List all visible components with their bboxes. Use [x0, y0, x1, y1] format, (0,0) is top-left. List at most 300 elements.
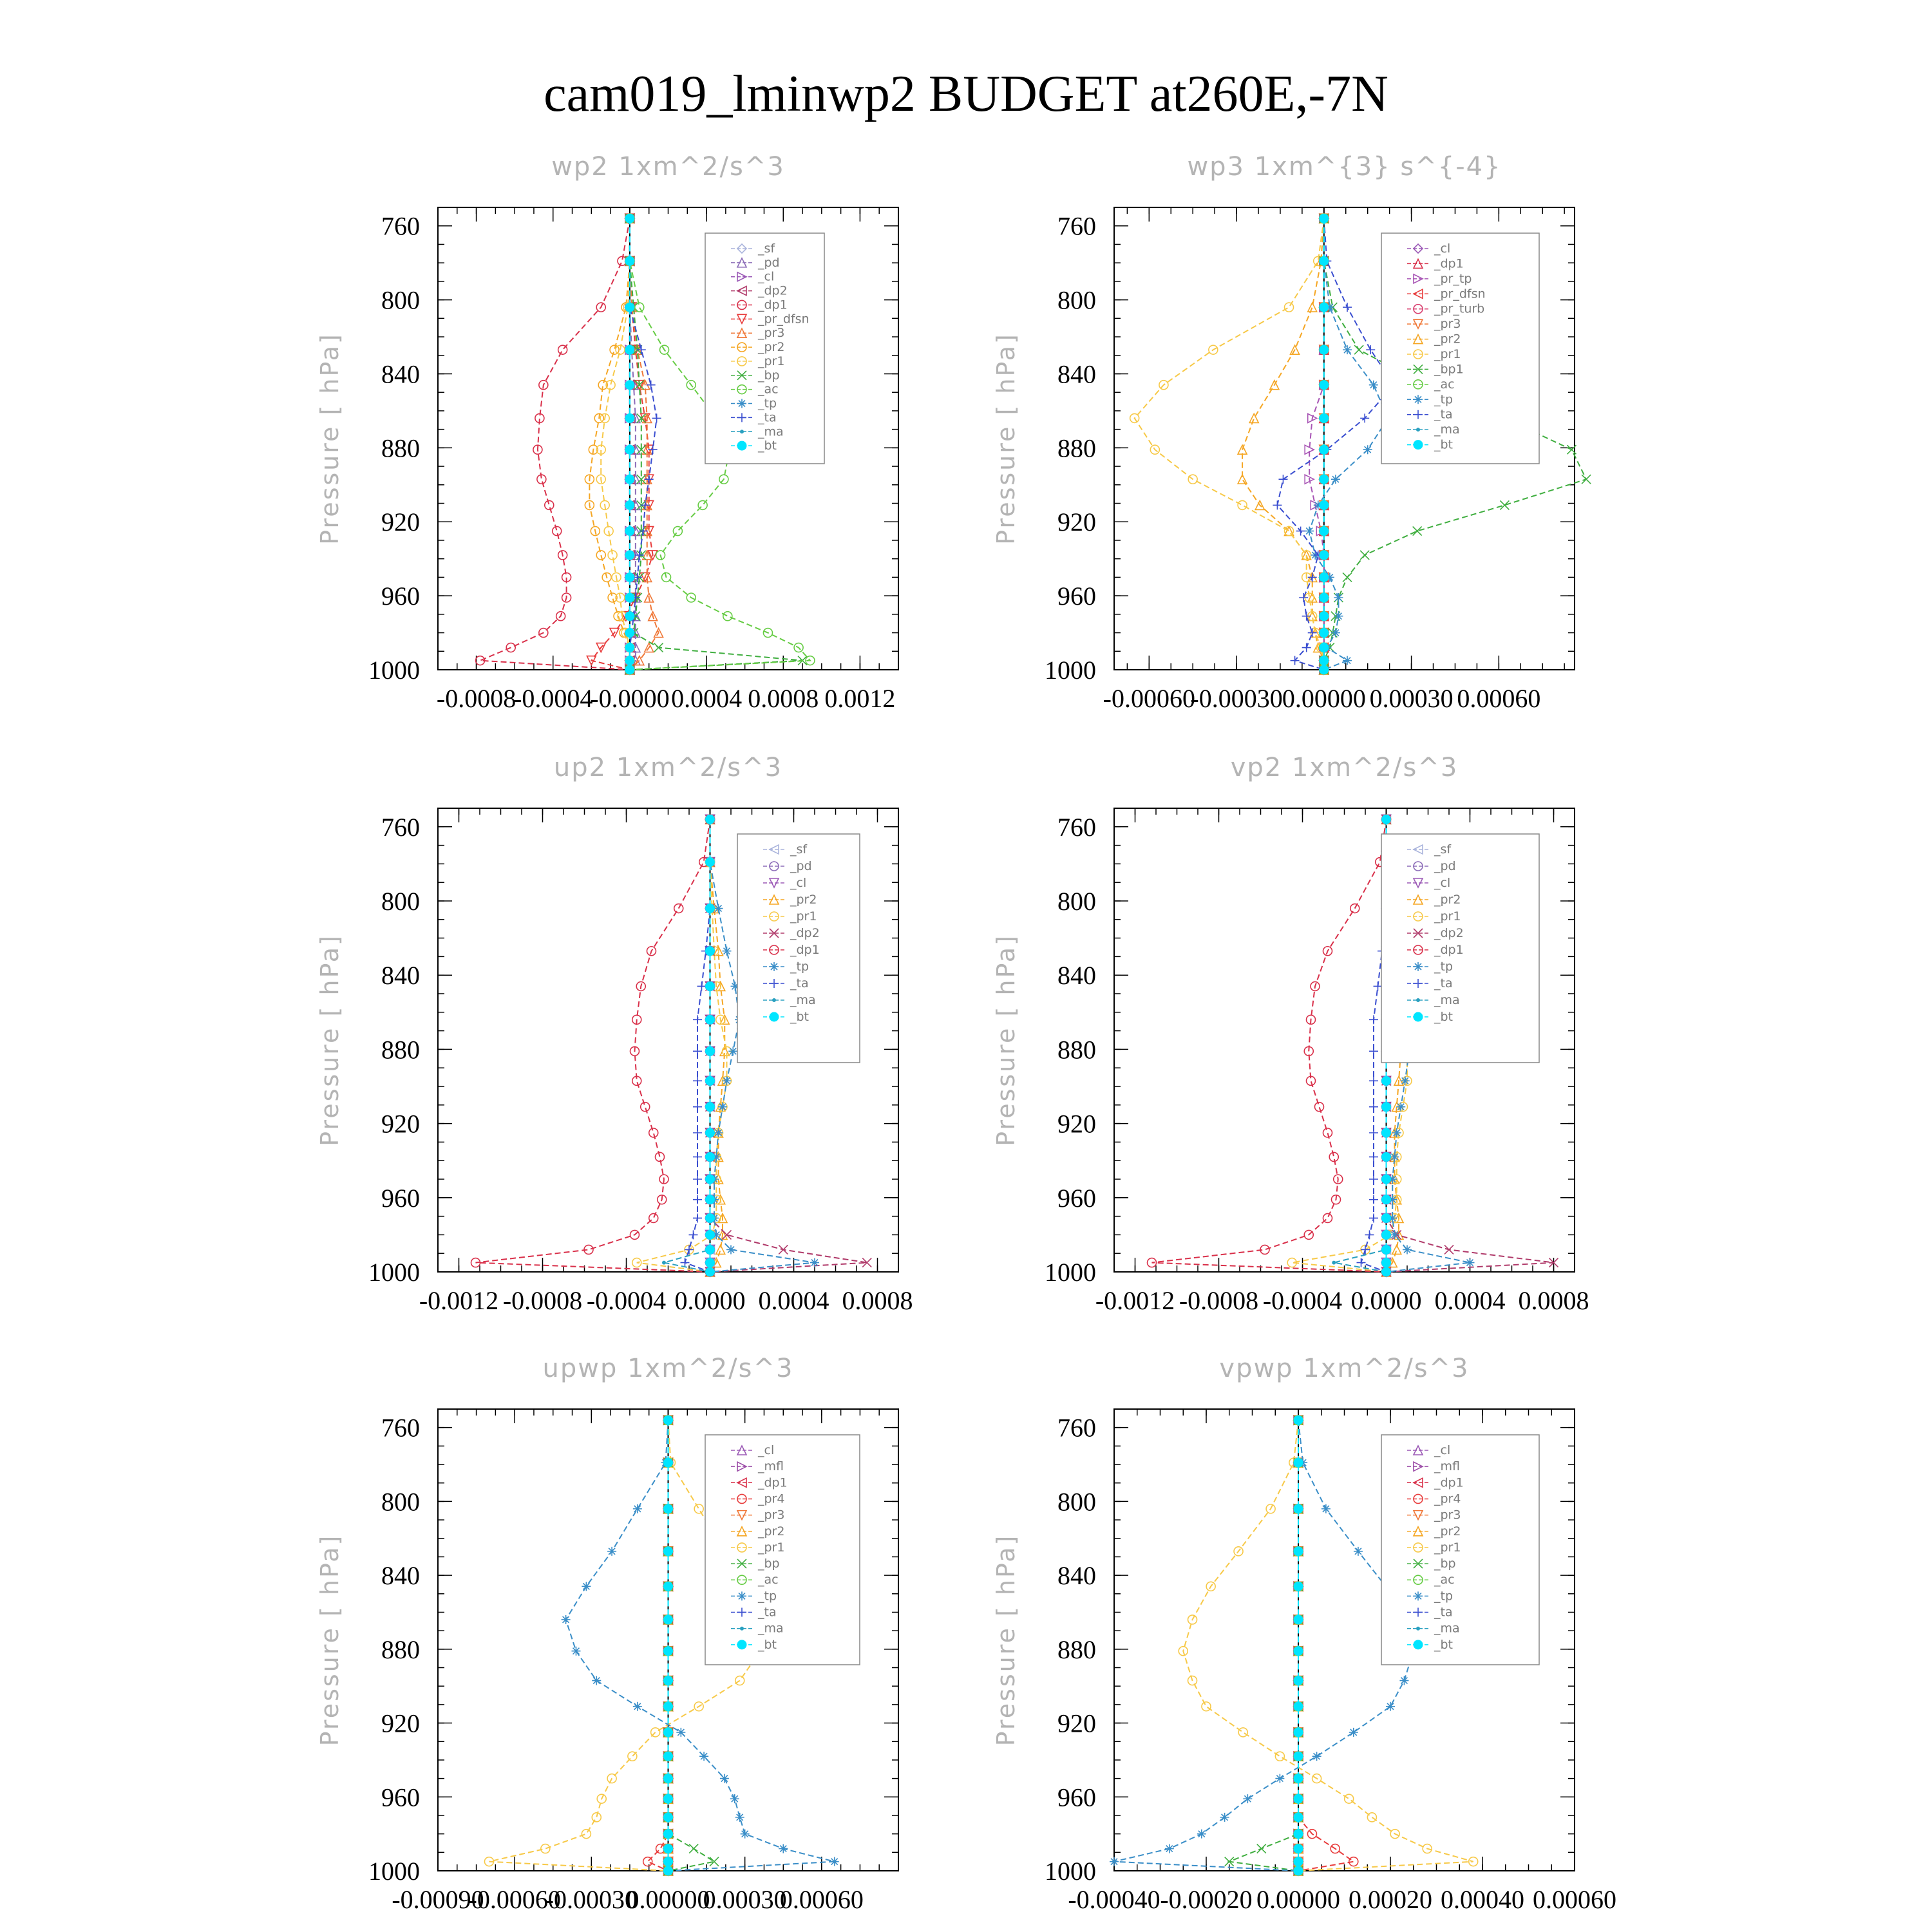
x-tick-label: -0.00030 — [1190, 684, 1283, 713]
data-point — [1320, 345, 1329, 354]
legend-label: _mfl — [1434, 1459, 1460, 1474]
legend-marker — [1414, 1012, 1423, 1021]
data-point — [676, 1728, 685, 1737]
data-point — [1334, 593, 1343, 602]
data-point — [1401, 1076, 1410, 1085]
legend-label: _tp — [758, 396, 777, 411]
data-point — [1202, 1702, 1211, 1711]
panel-3 — [316, 753, 913, 1315]
y-tick-label: 920 — [1057, 507, 1096, 537]
data-point — [1323, 1213, 1332, 1222]
y-tick-label: 1000 — [1045, 1857, 1096, 1886]
y-tick-label: 800 — [1057, 887, 1096, 916]
y-tick-label: 800 — [1057, 285, 1096, 315]
data-point — [1278, 475, 1287, 484]
data-point — [706, 1245, 715, 1254]
legend-marker — [741, 430, 744, 433]
data-point — [664, 1458, 673, 1467]
series-line — [664, 819, 710, 1272]
legend-label: _pr_dfsn — [1434, 287, 1486, 301]
legend-label: _ta — [1434, 976, 1453, 990]
y-tick-label: 800 — [381, 887, 420, 916]
data-point — [1382, 1213, 1391, 1222]
x-tick-label: -0.00020 — [1160, 1885, 1253, 1914]
y-tick-label: 760 — [381, 812, 420, 842]
data-point — [1320, 656, 1329, 665]
data-point — [1110, 1857, 1119, 1866]
data-point — [1257, 1844, 1266, 1853]
data-point — [706, 1175, 715, 1184]
data-point — [652, 413, 661, 422]
data-point — [1291, 656, 1300, 665]
legend-label: _ma — [790, 993, 816, 1007]
legend-label: _cl — [758, 1443, 775, 1457]
series-tp — [1305, 214, 1392, 674]
data-point — [1294, 1844, 1303, 1853]
data-point — [689, 1844, 698, 1853]
y-tick-label: 1000 — [368, 1258, 420, 1287]
legend-label: _bp1 — [1434, 362, 1464, 377]
data-point — [1320, 413, 1329, 422]
legend-marker — [741, 1627, 744, 1630]
data-point — [1334, 612, 1343, 621]
x-tick-label: -0.0004 — [1262, 1286, 1343, 1315]
data-point — [1165, 1844, 1174, 1853]
y-tick-label: 840 — [381, 359, 420, 389]
data-point — [1360, 413, 1369, 422]
legend-label: _ta — [758, 410, 777, 425]
data-point — [1294, 1504, 1303, 1513]
data-point — [651, 1728, 660, 1737]
data-point — [698, 500, 707, 509]
y-tick-label: 840 — [381, 961, 420, 990]
data-point — [1386, 1702, 1395, 1711]
legend-label: _pr_turb — [1434, 301, 1485, 316]
data-point — [625, 527, 634, 536]
data-point — [633, 1702, 642, 1711]
series-line — [589, 218, 630, 670]
legend-label: _cl — [1434, 1443, 1451, 1457]
series-line — [1298, 1420, 1354, 1871]
series-ma — [663, 818, 712, 1274]
data-point — [664, 1647, 673, 1656]
y-tick-label: 1000 — [1045, 656, 1096, 685]
data-point — [1285, 303, 1294, 312]
legend-label: _cl — [1434, 876, 1451, 890]
data-point — [1369, 1103, 1378, 1112]
data-point — [693, 1046, 702, 1056]
data-point — [1275, 1752, 1284, 1761]
data-point — [1466, 1258, 1475, 1267]
legend-label: _ma — [1434, 993, 1460, 1007]
y-tick-label: 880 — [1057, 1035, 1096, 1065]
data-point — [1294, 1813, 1303, 1822]
data-point — [706, 815, 715, 824]
legend-label: _pd — [1434, 859, 1456, 873]
panel-title: vpwp 1xm^2/s^3 — [1219, 1354, 1470, 1383]
legend-label: _pr1 — [758, 354, 785, 368]
series-bp — [1225, 1416, 1303, 1875]
data-point — [625, 612, 634, 621]
legend-label: _dp1 — [1434, 256, 1464, 271]
x-tick-label: -0.0012 — [1095, 1286, 1175, 1315]
data-point — [664, 1774, 673, 1783]
data-point — [1369, 1195, 1378, 1204]
data-point — [1320, 303, 1329, 312]
data-point — [1382, 1245, 1391, 1254]
series-tp — [1110, 1416, 1418, 1875]
legend-label: _pr3 — [1434, 317, 1461, 332]
y-tick-label: 920 — [1057, 1709, 1096, 1738]
legend-marker — [1417, 428, 1420, 431]
series-line — [480, 218, 630, 670]
x-tick-label: -0.00060 — [468, 1885, 561, 1914]
data-point — [625, 629, 634, 638]
data-point — [664, 1857, 673, 1866]
data-point — [693, 1213, 702, 1222]
legend-label: _ma — [1434, 1621, 1460, 1636]
legend-label: _pr_tp — [1434, 271, 1472, 286]
x-tick-label: 0.0004 — [1434, 1286, 1506, 1315]
panel-title: wp3 1xm^{3} s^{-4} — [1187, 152, 1502, 182]
data-point — [1413, 527, 1422, 536]
series-pr1 — [1130, 214, 1329, 674]
data-point — [706, 1213, 715, 1222]
y-tick-label: 960 — [1057, 1783, 1096, 1812]
data-point — [1382, 815, 1391, 824]
data-point — [706, 1128, 715, 1137]
panel-4 — [992, 753, 1589, 1315]
data-point — [1343, 656, 1352, 665]
data-point — [706, 1195, 715, 1204]
data-point — [1320, 475, 1329, 484]
data-point — [1238, 500, 1247, 509]
data-point — [1294, 1647, 1303, 1656]
data-point — [633, 1504, 642, 1513]
series-ta — [1273, 214, 1398, 674]
data-point — [663, 1261, 666, 1264]
data-point — [1331, 629, 1340, 638]
legend-label: _dp1 — [758, 1475, 788, 1490]
x-tick-label: 0.0000 — [674, 1286, 746, 1315]
data-point — [1343, 303, 1352, 312]
data-point — [706, 947, 715, 956]
legend-label: _ac — [758, 1573, 779, 1587]
legend — [1381, 233, 1539, 464]
legend-label: _dp2 — [1434, 926, 1464, 940]
legend-label: _mfl — [758, 1459, 784, 1474]
legend-label: _sf — [1434, 842, 1452, 857]
x-tick-label: 0.00030 — [1369, 684, 1454, 713]
data-point — [664, 1615, 673, 1624]
legend-label: _pr4 — [1434, 1492, 1461, 1506]
data-point — [1320, 445, 1329, 454]
data-point — [1294, 1830, 1303, 1839]
y-tick-label: 960 — [1057, 582, 1096, 611]
legend-marker — [1414, 1640, 1423, 1649]
data-point — [693, 1128, 702, 1137]
data-point — [1444, 1245, 1454, 1254]
data-point — [1369, 1046, 1378, 1056]
data-point — [730, 1794, 739, 1803]
data-point — [723, 612, 732, 621]
data-point — [1320, 500, 1329, 509]
data-point — [625, 445, 634, 454]
y-tick-label: 760 — [1057, 211, 1096, 241]
legend-marker — [1414, 962, 1423, 971]
legend-label: _sf — [790, 842, 808, 857]
x-tick-label: 0.0004 — [671, 684, 743, 713]
data-point — [592, 1676, 601, 1685]
data-point — [664, 1582, 673, 1591]
legend-label: _tp — [1434, 1589, 1454, 1604]
legend-label: _pr2 — [1434, 332, 1461, 346]
data-point — [1294, 1582, 1303, 1591]
y-tick-label: 1000 — [368, 656, 420, 685]
legend-label: _pr1 — [790, 909, 817, 923]
y-tick-label: 920 — [381, 1109, 420, 1139]
legend-label: _ma — [1434, 422, 1460, 437]
data-point — [1243, 1794, 1252, 1803]
x-tick-label: 0.0008 — [748, 684, 819, 713]
legend-item — [1407, 302, 1484, 316]
x-tick-label: 0.00020 — [1349, 1885, 1432, 1914]
data-point — [1382, 1230, 1391, 1239]
y-tick-label: 880 — [1057, 433, 1096, 463]
data-point — [714, 904, 723, 913]
series-line — [1114, 1420, 1414, 1871]
data-point — [628, 1752, 637, 1761]
data-point — [625, 573, 634, 582]
data-point — [558, 345, 567, 354]
data-point — [706, 858, 715, 867]
x-tick-label: 0.00000 — [1282, 684, 1366, 713]
series-ma — [1332, 818, 1388, 1274]
panels — [316, 152, 1616, 1914]
data-point — [1392, 1128, 1401, 1137]
series-dp1 — [471, 815, 715, 1276]
legend-label: _dp2 — [758, 283, 788, 298]
data-point — [625, 593, 634, 602]
data-point — [1382, 1076, 1391, 1085]
data-point — [1315, 1103, 1324, 1112]
x-tick-label: -0.0012 — [419, 1286, 499, 1315]
data-point — [1238, 1728, 1247, 1737]
y-tick-label: 840 — [1057, 1561, 1096, 1591]
data-point — [1357, 1258, 1366, 1267]
data-point — [664, 1830, 673, 1839]
data-point — [664, 1794, 673, 1803]
data-point — [706, 1076, 715, 1085]
data-point — [1582, 475, 1591, 484]
data-point — [1382, 1103, 1391, 1112]
data-point — [625, 665, 634, 674]
series-line — [1229, 1420, 1298, 1871]
data-point — [1369, 1213, 1378, 1222]
legend-label: _bp — [758, 1557, 780, 1571]
data-point — [1369, 1076, 1378, 1085]
x-tick-label: 0.00030 — [703, 1885, 787, 1914]
legend — [1381, 834, 1539, 1063]
legend-label: _pr1 — [1434, 1540, 1461, 1555]
data-point — [1220, 1813, 1229, 1822]
legend-label: _bt — [758, 439, 777, 453]
legend-label: _bt — [1434, 1010, 1454, 1024]
y-tick-label: 800 — [381, 285, 420, 315]
data-point — [1363, 445, 1372, 454]
legend-label: _ta — [758, 1605, 777, 1620]
legend-label: _pr1 — [1434, 347, 1461, 361]
data-point — [1320, 629, 1329, 638]
x-tick-label: -0.0004 — [586, 1286, 667, 1315]
y-axis-label: Pressure [ hPa] — [316, 1533, 344, 1747]
data-point — [664, 1866, 673, 1875]
data-point — [1294, 1752, 1303, 1761]
data-point — [664, 1416, 673, 1425]
data-point — [1343, 573, 1352, 582]
data-point — [1382, 1175, 1391, 1184]
data-point — [1500, 500, 1509, 509]
x-tick-label: 0.00000 — [1256, 1885, 1340, 1914]
data-point — [1382, 1128, 1391, 1137]
series-bt — [706, 815, 715, 1276]
data-point — [706, 1230, 715, 1239]
x-tick-label: -0.0008 — [436, 684, 516, 713]
legend-label: _pr3 — [1434, 1508, 1461, 1522]
data-point — [545, 500, 554, 509]
legend-label: _bp — [758, 368, 780, 383]
data-point — [1320, 551, 1329, 560]
x-tick-label: -0.0000 — [590, 684, 670, 713]
data-point — [1294, 1458, 1303, 1467]
data-point — [664, 1504, 673, 1513]
legend-marker — [1417, 1627, 1420, 1630]
y-tick-label: 1000 — [1045, 1258, 1096, 1287]
x-tick-label: -0.0008 — [1179, 1286, 1259, 1315]
panel-title: up2 1xm^2/s^3 — [553, 753, 783, 782]
data-point — [694, 1504, 703, 1513]
legend-label: _tp — [758, 1589, 777, 1604]
panel-title: wp2 1xm^2/s^3 — [551, 152, 785, 182]
y-axis-label: Pressure [ hPa] — [992, 1533, 1020, 1747]
legend-label: _pr1 — [1434, 909, 1461, 923]
data-point — [1367, 1813, 1376, 1822]
series-pr4 — [1294, 1416, 1358, 1875]
plot-frame — [438, 207, 898, 670]
legend-marker — [737, 1640, 746, 1649]
data-point — [723, 1076, 732, 1085]
legend-label: _dp1 — [1434, 1475, 1464, 1490]
data-point — [625, 345, 634, 354]
y-tick-label: 880 — [381, 433, 420, 463]
data-point — [1360, 551, 1369, 560]
data-point — [699, 1752, 708, 1761]
series-pr1 — [596, 214, 634, 674]
legend-label: _cl — [790, 876, 807, 890]
data-point — [779, 1844, 788, 1853]
data-point — [664, 1844, 673, 1853]
data-point — [1294, 1866, 1303, 1875]
data-point — [625, 551, 634, 560]
legend-label: _pr2 — [758, 1524, 785, 1539]
y-tick-label: 920 — [381, 1709, 420, 1738]
x-tick-label: 0.00060 — [1457, 684, 1541, 713]
x-tick-label: -0.0008 — [502, 1286, 583, 1315]
data-point — [592, 1813, 601, 1822]
data-point — [1321, 1504, 1331, 1513]
data-point — [607, 1547, 616, 1556]
legend-label: _pr1 — [758, 1540, 785, 1555]
data-point — [649, 1128, 658, 1137]
data-point — [541, 1844, 550, 1853]
legend-label: _ac — [1434, 1573, 1455, 1587]
series-pr2 — [1238, 214, 1329, 674]
y-tick-label: 880 — [381, 1035, 420, 1065]
legend-label: _tp — [1434, 392, 1454, 407]
legend-marker — [737, 399, 746, 408]
data-point — [625, 381, 634, 390]
data-point — [1294, 1774, 1303, 1783]
x-tick-label: -0.00040 — [1068, 1885, 1160, 1914]
data-point — [693, 1076, 702, 1085]
legend-label: _sf — [758, 242, 775, 256]
data-point — [1399, 1676, 1408, 1685]
data-point — [582, 1830, 591, 1839]
data-point — [723, 947, 732, 956]
y-tick-label: 960 — [381, 1783, 420, 1812]
legend-label: _pr4 — [758, 1492, 785, 1506]
data-point — [664, 1813, 673, 1822]
data-point — [641, 1103, 650, 1112]
legend-marker — [1414, 395, 1423, 404]
data-point — [1305, 527, 1314, 536]
legend-marker — [737, 441, 746, 450]
y-axis-label: Pressure [ hPa] — [992, 332, 1020, 545]
data-point — [1294, 1702, 1303, 1711]
data-point — [1320, 381, 1329, 390]
data-point — [706, 1103, 715, 1112]
data-point — [1396, 1103, 1405, 1112]
legend-label: _bp — [1434, 1557, 1456, 1571]
data-point — [1369, 1015, 1378, 1024]
data-point — [1349, 1728, 1358, 1737]
data-point — [714, 1128, 723, 1137]
series-line — [1152, 819, 1387, 1272]
data-point — [572, 1647, 581, 1656]
data-point — [664, 1676, 673, 1685]
legend-label: _pr2 — [1434, 1524, 1461, 1539]
series-line — [1135, 218, 1324, 670]
y-tick-label: 920 — [1057, 1109, 1096, 1139]
legend-label: _dp1 — [758, 298, 788, 312]
x-tick-label: 0.00060 — [1533, 1885, 1616, 1914]
data-point — [720, 1774, 729, 1783]
data-point — [706, 904, 715, 913]
y-tick-label: 880 — [381, 1634, 420, 1664]
data-point — [1296, 527, 1305, 536]
y-tick-label: 800 — [1057, 1487, 1096, 1517]
data-point — [697, 981, 706, 990]
legend-label: _ta — [790, 976, 809, 990]
legend-label: _dp1 — [790, 943, 820, 957]
y-tick-label: 760 — [1057, 812, 1096, 842]
y-tick-label: 880 — [1057, 1634, 1096, 1664]
data-point — [1343, 345, 1352, 354]
data-point — [1365, 1230, 1374, 1239]
panel-6 — [992, 1354, 1616, 1914]
y-tick-label: 840 — [381, 1561, 420, 1591]
panel-title: vp2 1xm^2/s^3 — [1230, 753, 1459, 782]
